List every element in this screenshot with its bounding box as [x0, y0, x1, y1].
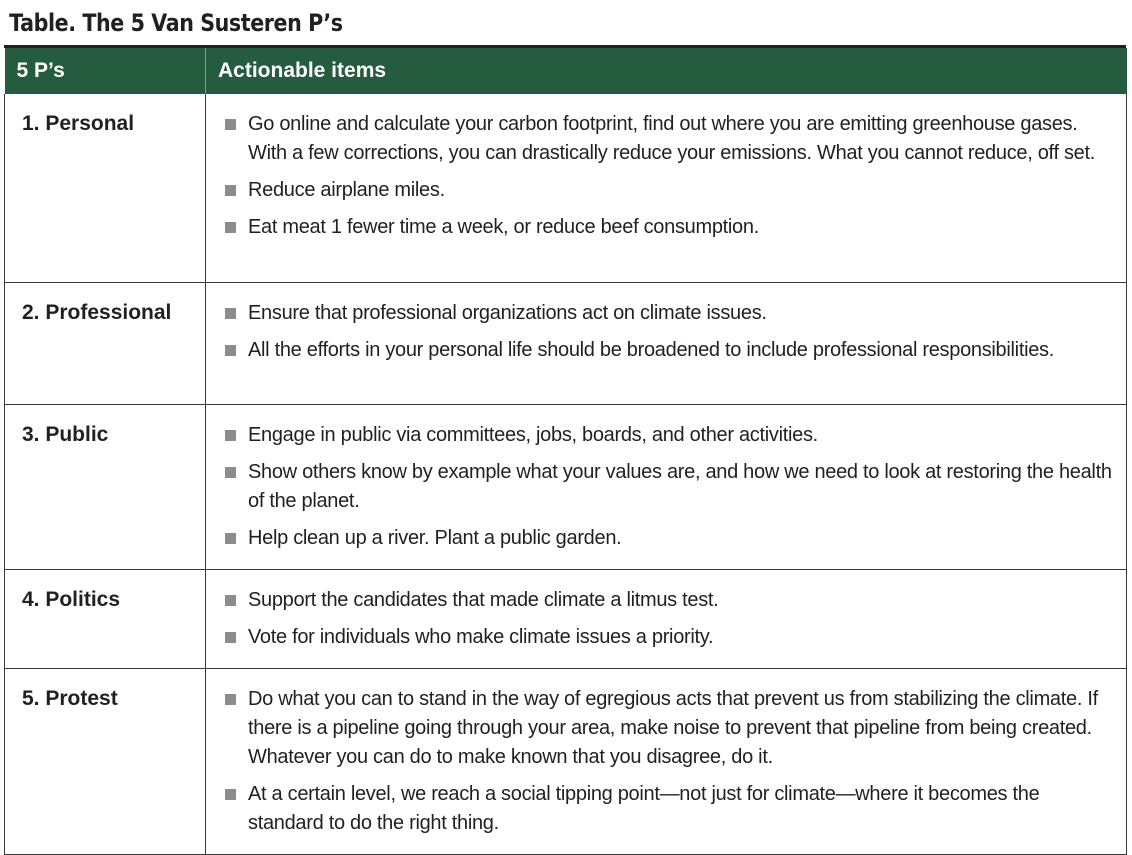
item-text: Vote for individuals who make climate issues a priority.: [248, 625, 714, 648]
item-text: Help clean up a river. Plant a public garden.: [248, 526, 622, 549]
item-text: Show others know by example what your values are, and how we need to look at restoring the health of the planet.: [248, 460, 1112, 512]
square-bullet-icon: [225, 308, 236, 319]
square-bullet-icon: [225, 222, 236, 233]
list-item: [223, 780, 1114, 838]
list-item: [223, 213, 1114, 242]
item-text: Engage in public via committees, jobs, boards, and other activities.: [248, 423, 818, 446]
list-item: [223, 458, 1114, 516]
table-row: [5, 404, 1127, 569]
item-text: At a certain level, we reach a social tipping point—not just for climate—where it becomes the standard to do the right thing.: [248, 782, 1040, 834]
item-text: All the efforts in your personal life should be broadened to include professional responsibilities.: [248, 338, 1054, 361]
list-item: [223, 623, 1114, 652]
item-text: Eat meat 1 fewer time a week, or reduce beef consumption.: [248, 216, 759, 238]
square-bullet-icon: [225, 595, 236, 606]
square-bullet-icon: [225, 694, 236, 705]
header-5ps: 5 P’s: [5, 48, 206, 94]
row-items: [206, 668, 1127, 854]
square-bullet-icon: [225, 345, 236, 356]
item-list: [223, 299, 1114, 365]
item-list: [223, 421, 1114, 553]
item-list: [223, 685, 1114, 838]
square-bullet-icon: [225, 119, 236, 130]
item-text: Reduce airplane miles.: [248, 179, 445, 201]
list-item: [223, 336, 1114, 365]
list-item: [223, 176, 1114, 205]
table-row: [5, 94, 1127, 282]
item-text: Ensure that professional organizations act on climate issues.: [248, 301, 767, 324]
item-list: [223, 110, 1114, 242]
square-bullet-icon: [225, 185, 236, 196]
list-item: [223, 524, 1114, 553]
header-row: [5, 48, 1127, 94]
table-row: [5, 569, 1127, 668]
table-title: Table. The 5 Van Susteren P’s: [9, 9, 343, 37]
square-bullet-icon: [225, 632, 236, 643]
list-item: [223, 299, 1114, 328]
square-bullet-icon: [225, 533, 236, 544]
list-item: [223, 421, 1114, 450]
list-item: [223, 586, 1114, 615]
five-ps-table: [4, 48, 1127, 855]
list-item: [223, 685, 1114, 772]
row-label: 3. Public: [5, 404, 206, 569]
item-text: Go online and calculate your carbon footprint, find out where you are emitting greenhouse gases. With a few corrections, you can drastically reduce your emissions. What you cannot reduce, off set.: [248, 113, 1096, 164]
square-bullet-icon: [225, 430, 236, 441]
item-text: Support the candidates that made climate a litmus test.: [248, 588, 719, 611]
row-items: [206, 404, 1127, 569]
row-items: [206, 94, 1127, 282]
row-label: 5. Protest: [5, 668, 206, 854]
document: [4, 0, 1126, 855]
row-items: [206, 282, 1127, 404]
row-label: 1. Personal: [5, 94, 206, 282]
header-actionable-items: Actionable items: [206, 48, 1127, 94]
row-items: [206, 569, 1127, 668]
list-item: [223, 110, 1114, 168]
item-list: [223, 586, 1114, 652]
table-row: [5, 668, 1127, 854]
square-bullet-icon: [225, 467, 236, 478]
row-label: 4. Politics: [5, 569, 206, 668]
row-label: 2. Professional: [5, 282, 206, 404]
item-text: Do what you can to stand in the way of egregious acts that prevent us from stabilizing the climate. If there is a pipeline going through your area, make noise to prevent that pipeline from being created. Whatever you can do to make known that you disagree, do it.: [248, 687, 1098, 768]
table-row: [5, 282, 1127, 404]
square-bullet-icon: [225, 789, 236, 800]
